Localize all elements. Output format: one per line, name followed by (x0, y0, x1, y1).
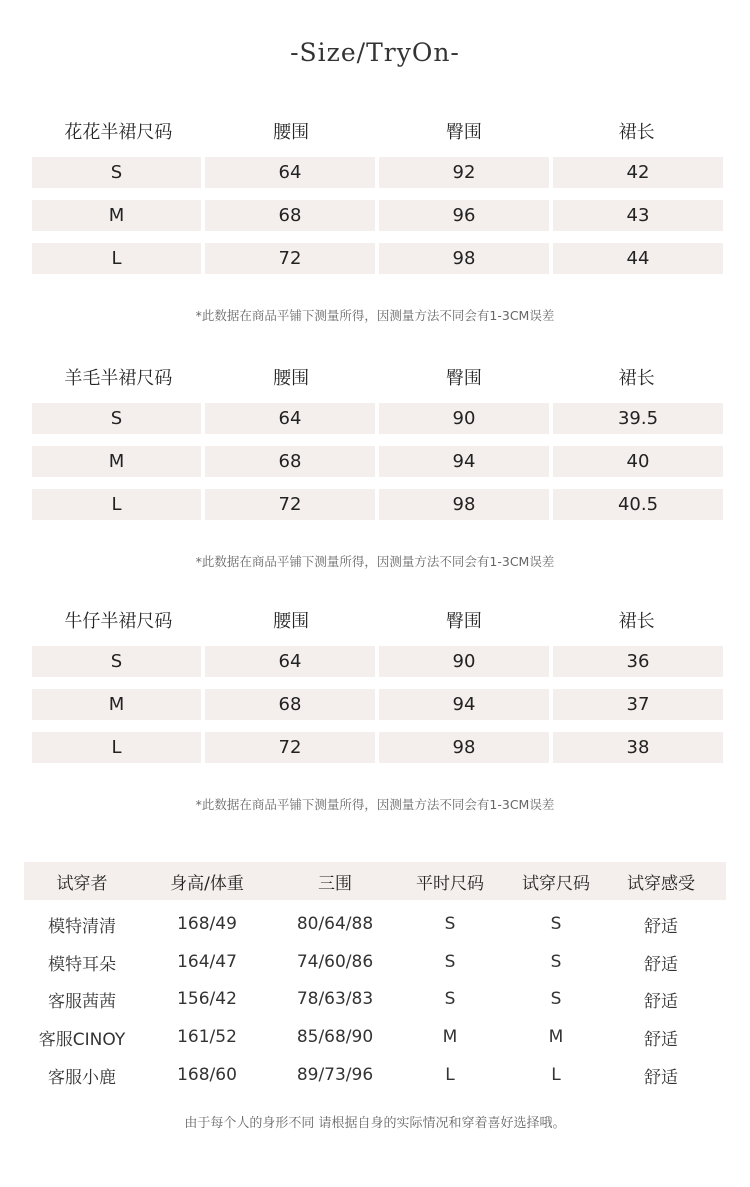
header-hip: 臀围 (445, 122, 482, 143)
length-cell: 36 (553, 646, 723, 677)
size-cell: L (32, 732, 201, 763)
measurements: 78/63/83 (296, 989, 374, 1009)
tried-size: S (550, 914, 562, 934)
table-row (32, 243, 723, 274)
tester-name: 客服CINOY (38, 1029, 126, 1050)
table-row (32, 157, 723, 188)
waist-cell: 72 (205, 732, 375, 763)
tried-size: M (548, 1027, 564, 1047)
hip-cell: 92 (379, 157, 549, 188)
measurement-note: *此数据在商品平铺下测量所得，因测量方法不同会有1-3CM误差 (195, 308, 555, 323)
length-cell: 40 (553, 446, 723, 477)
length-cell: 38 (553, 732, 723, 763)
table-row (32, 689, 723, 720)
waist-cell: 68 (205, 689, 375, 720)
hip-cell: 98 (379, 732, 549, 763)
hip-cell: 90 (379, 646, 549, 677)
usual-size: S (444, 952, 456, 972)
feeling: 舒适 (644, 1067, 678, 1088)
size-cell: S (32, 403, 201, 434)
header-feeling: 试穿感受 (627, 873, 695, 894)
hip-cell: 90 (379, 403, 549, 434)
measurements: 80/64/88 (296, 914, 374, 934)
header-length: 裙长 (618, 122, 655, 143)
hip-cell: 96 (379, 200, 549, 231)
measurements: 89/73/96 (296, 1065, 374, 1085)
tried-size: L (551, 1065, 561, 1085)
waist-cell: 68 (205, 446, 375, 477)
usual-size: M (442, 1027, 458, 1047)
header-hip: 臀围 (445, 611, 482, 632)
feeling: 舒适 (644, 1029, 678, 1050)
feeling: 舒适 (644, 916, 678, 937)
table-row (32, 489, 723, 520)
feeling: 舒适 (644, 954, 678, 975)
table-row (32, 646, 723, 677)
size-cell: M (32, 200, 201, 231)
measurements: 85/68/90 (296, 1027, 374, 1047)
tryon-row (24, 944, 726, 980)
header-size-label: 花花半裙尺码 (64, 122, 173, 143)
length-cell: 37 (553, 689, 723, 720)
height-weight: 168/60 (177, 1065, 237, 1085)
page-title: -Size/TryOn- (290, 38, 460, 67)
length-cell: 39.5 (553, 403, 723, 434)
hip-cell: 94 (379, 689, 549, 720)
size-table-1 (32, 111, 723, 274)
tried-size: S (550, 989, 562, 1009)
waist-cell: 72 (205, 489, 375, 520)
size-table-header (32, 111, 723, 151)
hip-cell: 94 (379, 446, 549, 477)
tryon-row (24, 1019, 726, 1055)
size-cell: M (32, 446, 201, 477)
usual-size: S (444, 989, 456, 1009)
tester-name: 模特耳朵 (48, 954, 116, 975)
size-table-header (32, 357, 723, 397)
tried-size: S (550, 952, 562, 972)
height-weight: 156/42 (177, 989, 237, 1009)
header-waist: 腰围 (273, 122, 310, 143)
header-waist: 腰围 (273, 368, 310, 389)
length-cell: 42 (553, 157, 723, 188)
header-size-label: 羊毛半裙尺码 (64, 368, 173, 389)
header-length: 裙长 (618, 611, 655, 632)
size-cell: S (32, 646, 201, 677)
table-row (32, 200, 723, 231)
waist-cell: 64 (205, 157, 375, 188)
waist-cell: 64 (205, 403, 375, 434)
tester-name: 模特清清 (48, 916, 116, 937)
size-table-header (32, 600, 723, 640)
measurement-note: *此数据在商品平铺下测量所得，因测量方法不同会有1-3CM误差 (195, 797, 555, 812)
hip-cell: 98 (379, 243, 549, 274)
waist-cell: 64 (205, 646, 375, 677)
footer-note: 由于每个人的身形不同 请根据自身的实际情况和穿着喜好选择哦。 (184, 1116, 566, 1131)
waist-cell: 72 (205, 243, 375, 274)
table-row (32, 403, 723, 434)
usual-size: L (445, 1065, 455, 1085)
length-cell: 43 (553, 200, 723, 231)
header-measurements: 三围 (318, 873, 352, 894)
size-cell: S (32, 157, 201, 188)
height-weight: 164/47 (177, 952, 237, 972)
height-weight: 168/49 (177, 914, 237, 934)
length-cell: 40.5 (553, 489, 723, 520)
tryon-row (24, 1057, 726, 1093)
tryon-row (24, 906, 726, 942)
tester-name: 客服茜茜 (48, 991, 116, 1012)
tryon-table-header (24, 862, 726, 900)
header-waist: 腰围 (273, 611, 310, 632)
size-cell: L (32, 243, 201, 274)
tryon-row (24, 981, 726, 1017)
hip-cell: 98 (379, 489, 549, 520)
header-hip: 臀围 (445, 368, 482, 389)
header-usual-size: 平时尺码 (416, 873, 484, 894)
size-cell: L (32, 489, 201, 520)
table-row (32, 446, 723, 477)
size-cell: M (32, 689, 201, 720)
height-weight: 161/52 (177, 1027, 237, 1047)
table-row (32, 732, 723, 763)
size-table-3 (32, 600, 723, 763)
header-tried-size: 试穿尺码 (522, 873, 590, 894)
header-size-label: 牛仔半裙尺码 (64, 611, 173, 632)
measurement-note: *此数据在商品平铺下测量所得，因测量方法不同会有1-3CM误差 (195, 554, 555, 569)
length-cell: 44 (553, 243, 723, 274)
tester-name: 客服小鹿 (48, 1067, 116, 1088)
measurements: 74/60/86 (296, 952, 374, 972)
usual-size: S (444, 914, 456, 934)
size-table-2 (32, 357, 723, 520)
header-length: 裙长 (618, 368, 655, 389)
feeling: 舒适 (644, 991, 678, 1012)
waist-cell: 68 (205, 200, 375, 231)
header-height-weight: 身高/体重 (170, 873, 244, 894)
header-tester: 试穿者 (56, 873, 108, 894)
